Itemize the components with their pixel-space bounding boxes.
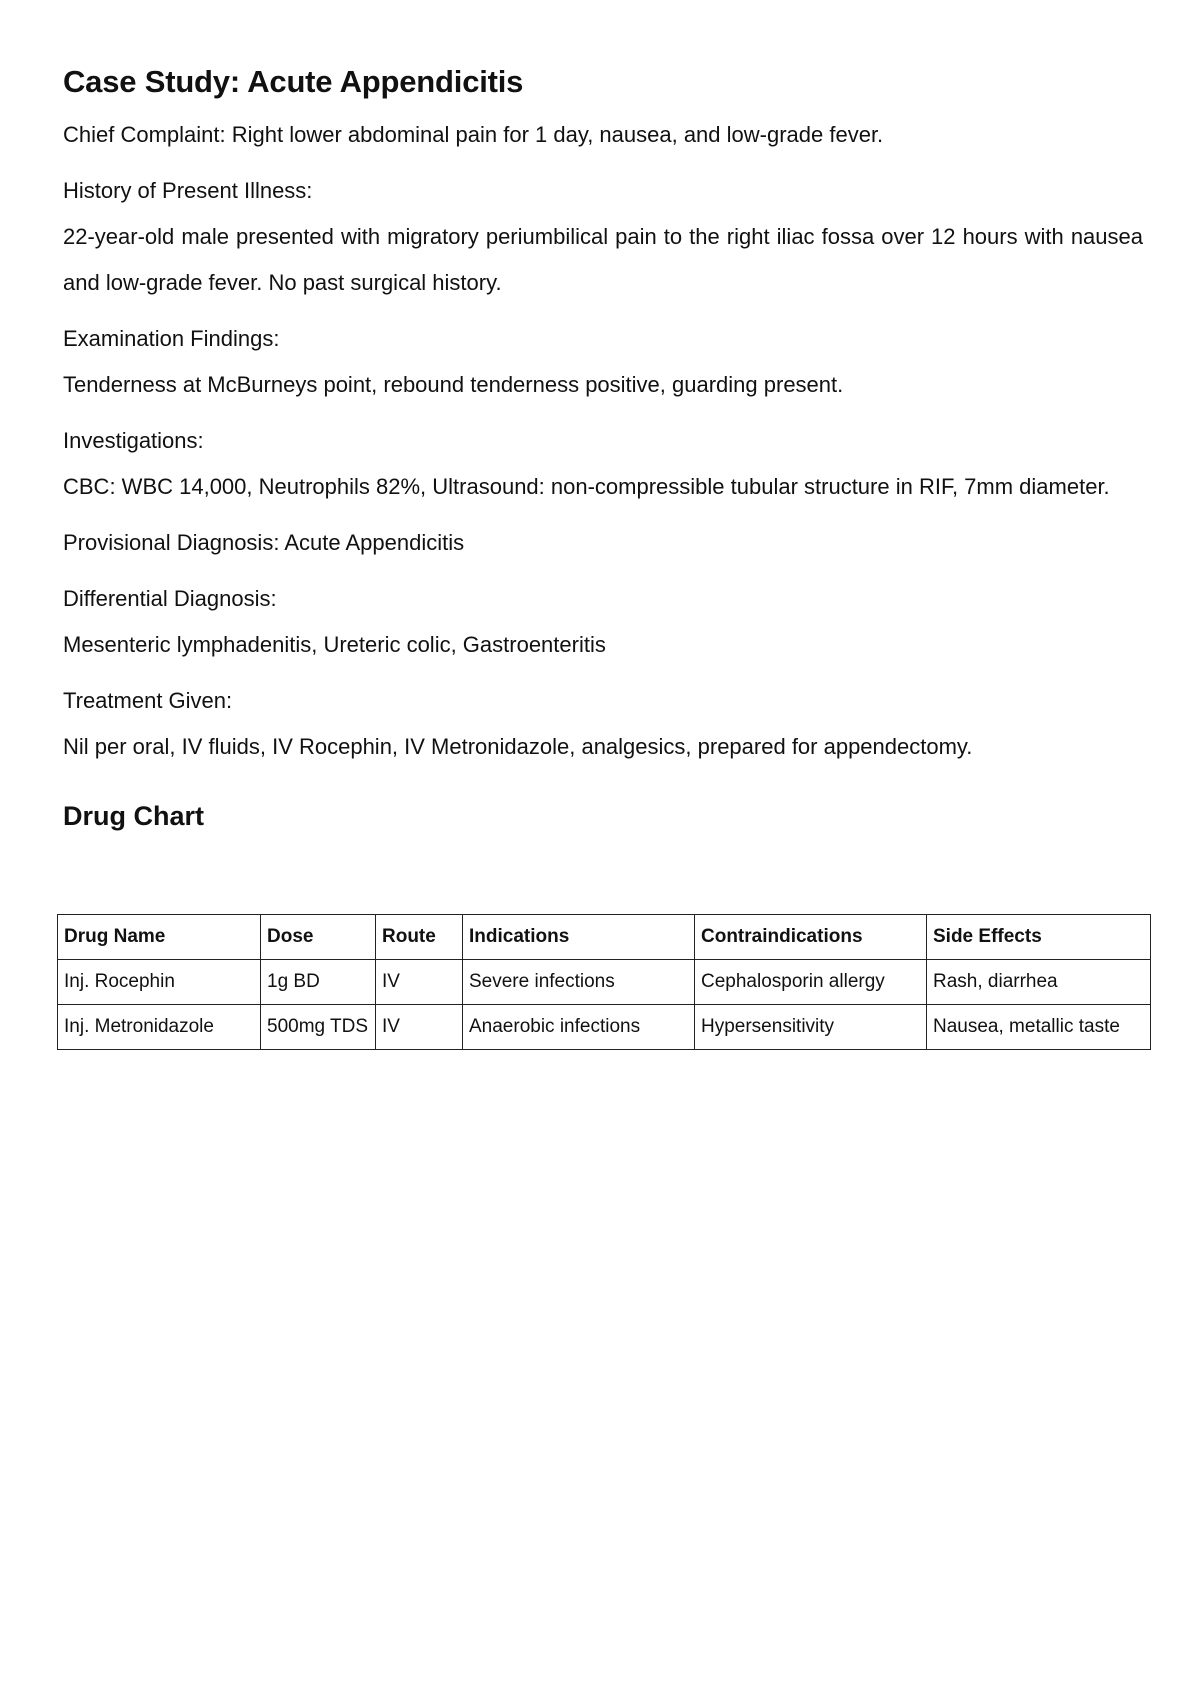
drug-chart-table xyxy=(57,914,1151,1050)
cell-dose: 1g BD xyxy=(261,960,376,1005)
table-row xyxy=(58,1005,1151,1050)
header-drug-name: Drug Name xyxy=(58,915,261,960)
cell-side-effects: Rash, diarrhea xyxy=(927,960,1151,1005)
header-contraindications: Contraindications xyxy=(695,915,927,960)
provisional-diagnosis: Provisional Diagnosis: Acute Appendicitis xyxy=(63,530,465,555)
drug-chart-title: Drug Chart xyxy=(63,801,204,831)
exam-text: Tenderness at McBurneys point, rebound tenderness positive, guarding present. xyxy=(63,372,844,397)
hpi-label: History of Present Illness: xyxy=(63,178,313,203)
header-dose: Dose xyxy=(261,915,376,960)
table-header-row xyxy=(58,915,1151,960)
chief-complaint: Chief Complaint: Right lower abdominal pain for 1 day, nausea, and low-grade fever. xyxy=(63,122,884,147)
cell-side-effects: Nausea, metallic taste xyxy=(927,1005,1151,1050)
differential-text: Mesenteric lymphadenitis, Ureteric colic, Gastroenteritis xyxy=(63,632,606,657)
header-route: Route xyxy=(376,915,463,960)
document-page xyxy=(63,60,1143,836)
hpi-text: 22-year-old male presented with migratory periumbilical pain to the right iliac fossa over 12 hours with nausea and low-grade fever. No past surgical history. xyxy=(63,224,1143,295)
treatment-text: Nil per oral, IV fluids, IV Rocephin, IV Metronidazole, analgesics, prepared for appendectomy. xyxy=(63,734,973,759)
cell-indications: Severe infections xyxy=(463,960,695,1005)
cell-drug-name: Inj. Metronidazole xyxy=(58,1005,261,1050)
differential-label: Differential Diagnosis: xyxy=(63,586,277,611)
page-title: Case Study: Acute Appendicitis xyxy=(63,64,524,99)
cell-indications: Anaerobic infections xyxy=(463,1005,695,1050)
cell-drug-name: Inj. Rocephin xyxy=(58,960,261,1005)
cell-dose: 500mg TDS xyxy=(261,1005,376,1050)
investigations-label: Investigations: xyxy=(63,428,204,453)
exam-label: Examination Findings: xyxy=(63,326,280,351)
header-side-effects: Side Effects xyxy=(927,915,1151,960)
table-row xyxy=(58,960,1151,1005)
cell-contraindications: Cephalosporin allergy xyxy=(695,960,927,1005)
investigations-text: CBC: WBC 14,000, Neutrophils 82%, Ultrasound: non-compressible tubular structure in RIF, 7mm diameter. xyxy=(63,474,1110,499)
treatment-label: Treatment Given: xyxy=(63,688,233,713)
cell-route: IV xyxy=(376,1005,463,1050)
header-indications: Indications xyxy=(463,915,695,960)
cell-route: IV xyxy=(376,960,463,1005)
cell-contraindications: Hypersensitivity xyxy=(695,1005,927,1050)
